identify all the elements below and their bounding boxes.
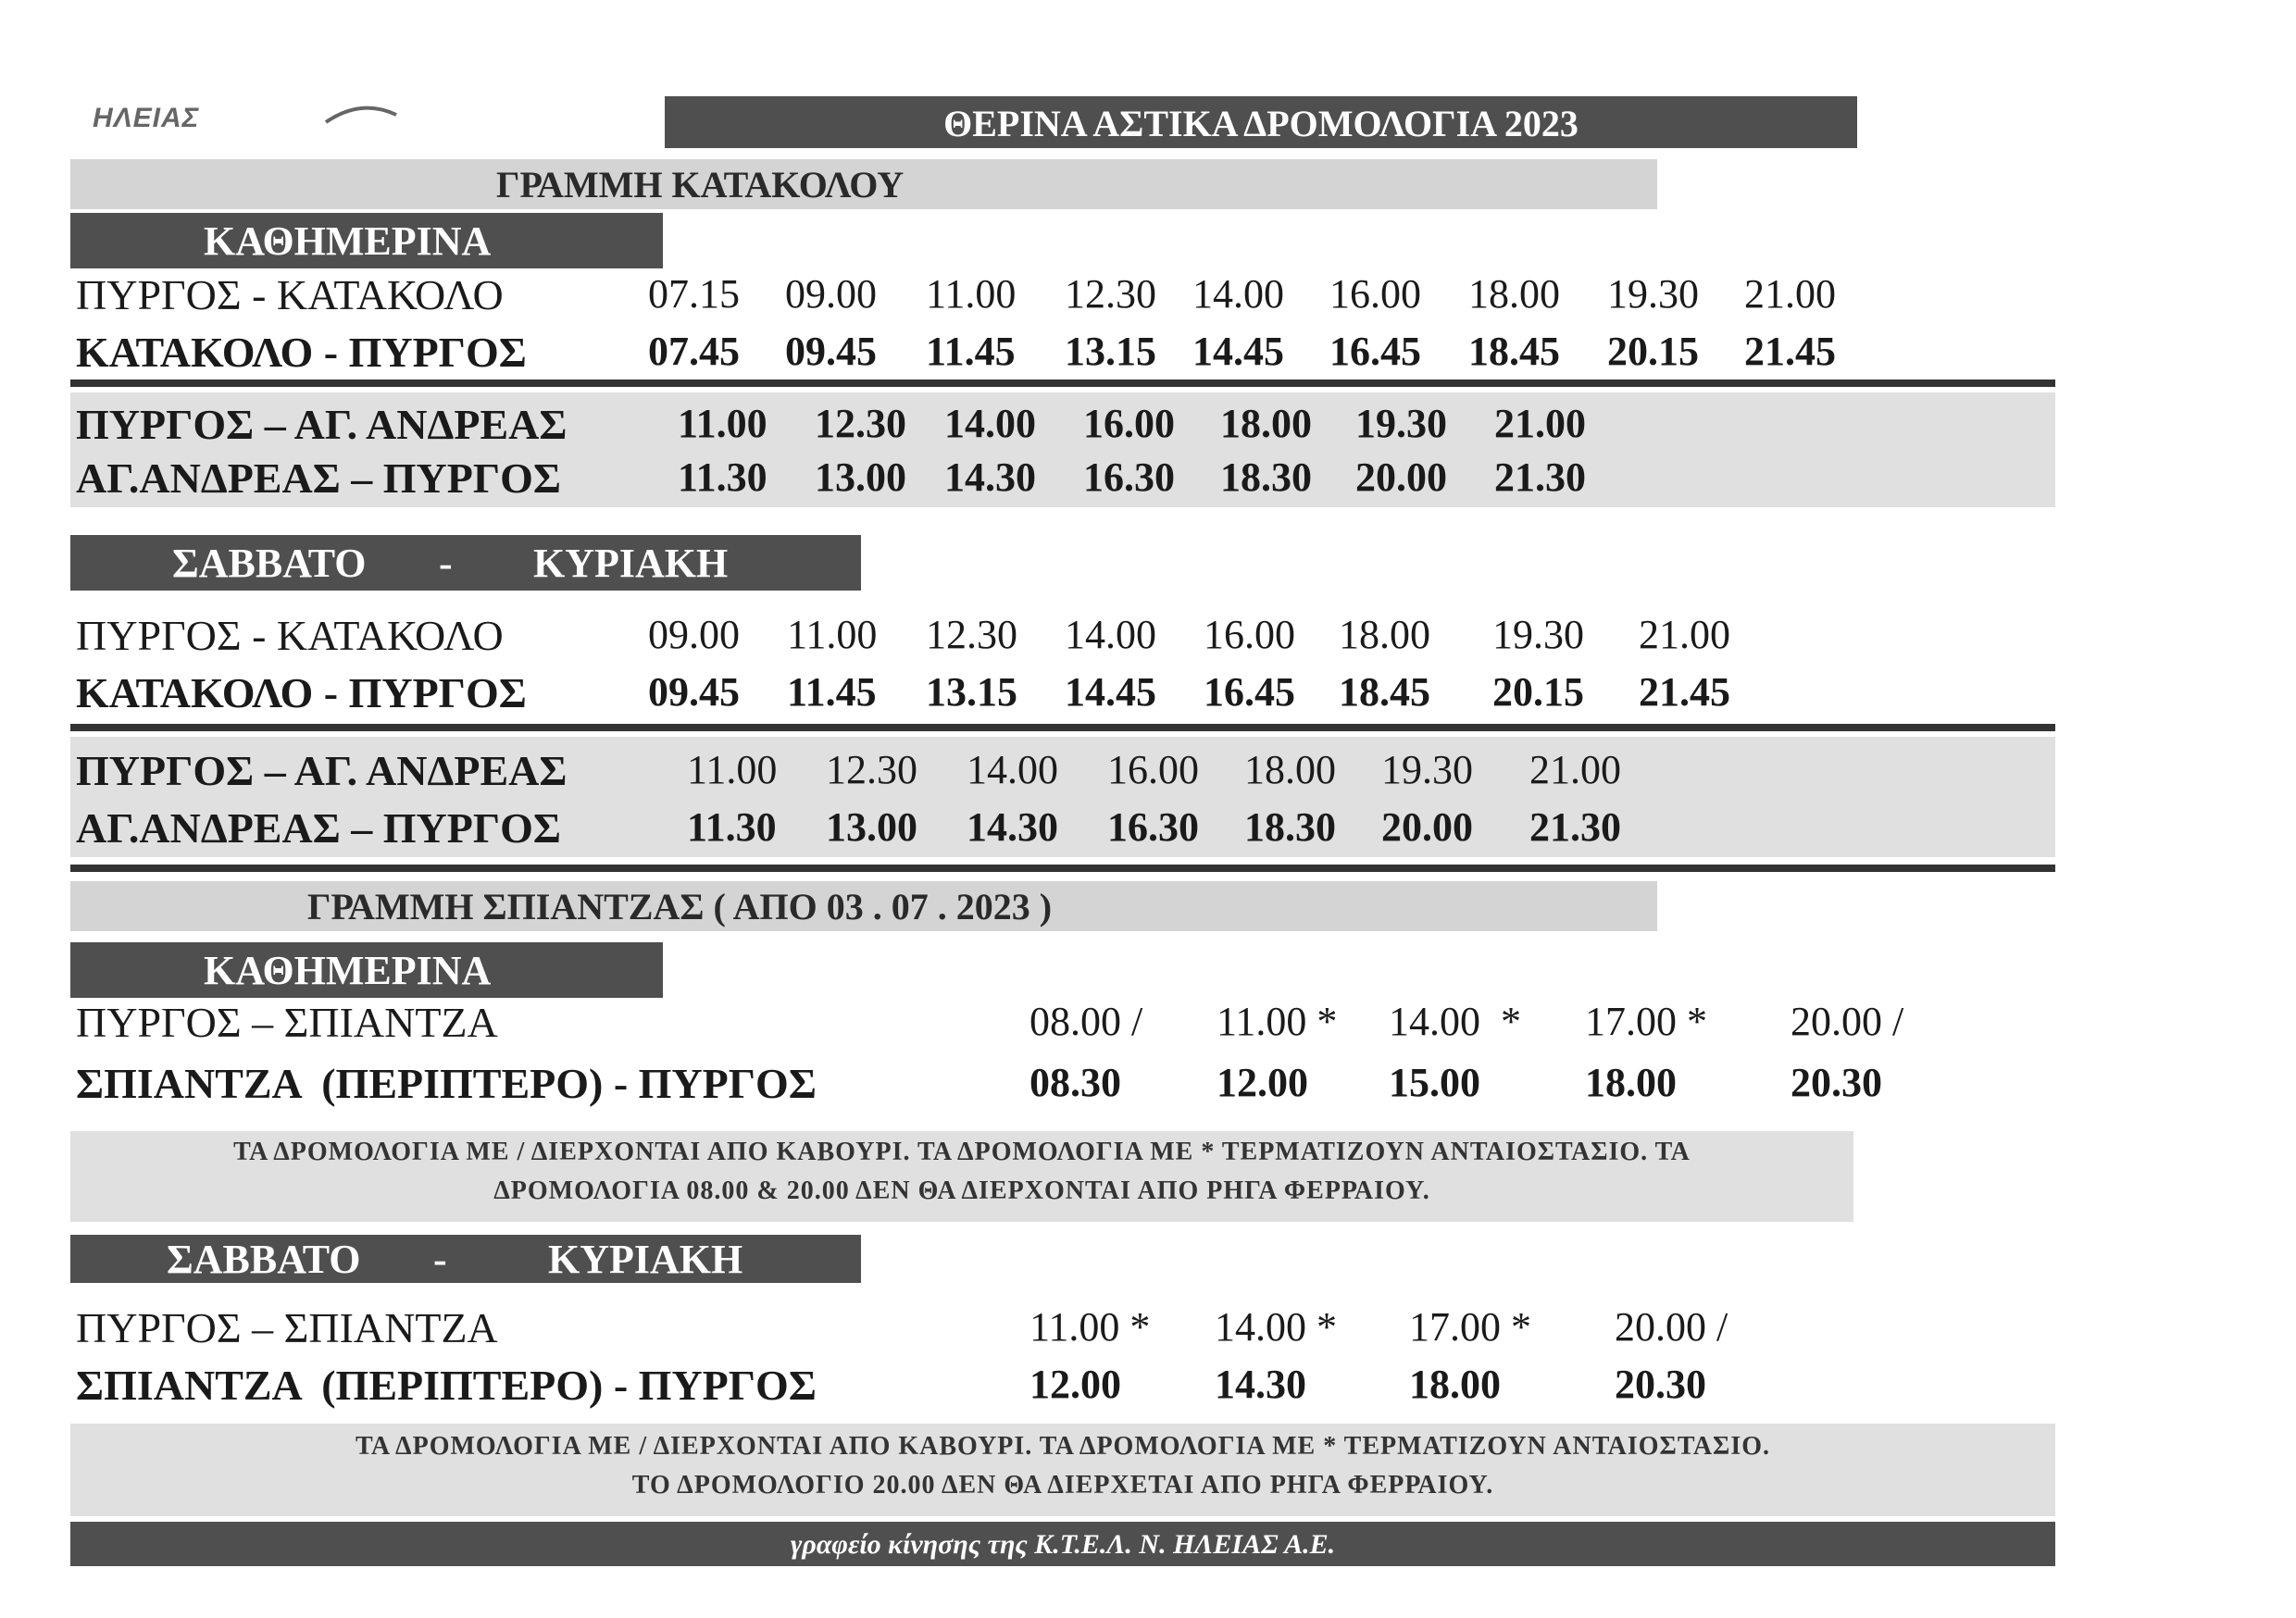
time-cell: 09.00 xyxy=(785,271,877,317)
time-cell: 21.30 xyxy=(1494,454,1586,500)
time-cell: 17.00 * xyxy=(1409,1304,1531,1350)
time-cell: 14.00 xyxy=(1065,612,1156,657)
andreas-weekend-back-row xyxy=(0,803,2037,859)
time-cell: 07.45 xyxy=(648,329,740,374)
time-cell: 20.00 / xyxy=(1791,999,1904,1044)
time-cell: 20.15 xyxy=(1607,329,1699,374)
time-cell: 11.30 xyxy=(678,454,767,500)
katakolo-weekday-out-row xyxy=(0,270,2037,326)
time-cell: 14.30 xyxy=(1215,1362,1306,1407)
katakolo-weekend-back-row xyxy=(0,668,2037,724)
time-cell: 11.30 xyxy=(687,804,777,850)
time-cell: 21.30 xyxy=(1529,804,1621,850)
time-cell: 18.00 xyxy=(1585,1060,1677,1105)
time-cell: 19.30 xyxy=(1492,612,1584,657)
time-cell: 20.30 xyxy=(1791,1060,1882,1105)
katakolo-line-title: ΓΡΑΜΜΗ ΚΑΤΑΚΟΛΟΥ xyxy=(496,164,905,205)
time-cell: 14.45 xyxy=(1192,329,1284,374)
time-cell: 16.00 xyxy=(1204,612,1295,657)
note-line: ΔΡΟΜΟΛΟΓΙΑ 08.00 & 20.00 ΔΕΝ ΘΑ ΔΙΕΡΧΟΝΤΑΙ ΑΠΟ ΡΗΓΑ ΦΕΡΡΑΙΟΥ. xyxy=(493,1176,1430,1205)
time-cell: 14.00 xyxy=(1192,271,1284,317)
andreas-weekday-out-row xyxy=(0,400,2037,455)
spiantza-weekday-out-row xyxy=(0,998,2037,1053)
time-cell: 13.00 xyxy=(815,454,906,500)
weekend-heading-saturday: ΣΑΒΒΑΤΟ xyxy=(167,1237,361,1282)
route-label: ΠΥΡΓΟΣ – ΑΓ. ΑΝΔΡΕΑΣ xyxy=(76,401,568,448)
katakolo-weekday-heading: ΚΑΘΗΜΕΡΙΝΑ xyxy=(204,218,492,264)
route-label: ΠΥΡΓΟΣ - ΚΑΤΑΚΟΛΟ xyxy=(76,612,504,659)
route-label: ΠΥΡΓΟΣ - ΚΑΤΑΚΟΛΟ xyxy=(76,271,504,318)
time-cell: 08.30 xyxy=(1029,1060,1121,1105)
spiantza-line-header xyxy=(70,881,1657,931)
time-cell: 16.30 xyxy=(1107,804,1199,850)
logo-swoosh-icon xyxy=(324,104,398,131)
weekend-heading-sunday: ΚΥΡΙΑΚΗ xyxy=(548,1237,743,1282)
weekend-heading-sunday: ΚΥΡΙΑΚΗ xyxy=(533,541,729,586)
time-cell: 18.45 xyxy=(1468,329,1560,374)
time-cell: 18.30 xyxy=(1244,804,1336,850)
time-cell: 14.00 xyxy=(944,401,1036,446)
route-label: ΚΑΤΑΚΟΛΟ - ΠΥΡΓΟΣ xyxy=(76,669,527,716)
spiantza-line-title: ΓΡΑΜΜΗ ΣΠΙΑΝΤΖΑΣ ( ΑΠΟ 03 . 07 . 2023 ) xyxy=(307,886,1053,927)
spiantza-weekday-back-row xyxy=(0,1059,2037,1114)
note-line: ΤΑ ΔΡΟΜΟΛΟΓΙΑ ΜΕ / ΔΙΕΡΧΟΝΤΑΙ ΑΠΟ ΚΑΒΟΥΡΙ. ΤΑ ΔΡΟΜΟΛΟΓΙΑ ΜΕ * ΤΕΡΜΑΤΙΖΟΥΝ ΑΝΤΑΙΟΣΤΑΣΙΟ. xyxy=(355,1432,1771,1461)
page-title: ΘΕΡΙΝΑ ΑΣΤΙΚΑ ΔΡΟΜΟΛΟΓΙΑ 2023 xyxy=(665,96,1857,148)
company-logo xyxy=(93,100,398,137)
time-cell: 19.30 xyxy=(1607,271,1699,317)
time-cell: 19.30 xyxy=(1381,747,1473,792)
weekend-heading-dash: - xyxy=(439,541,453,586)
time-cell: 20.30 xyxy=(1615,1362,1706,1407)
time-cell: 07.15 xyxy=(648,271,740,317)
time-cell: 09.45 xyxy=(785,329,877,374)
time-cell: 17.00 * xyxy=(1585,999,1707,1044)
route-label: ΣΠΙΑΝΤΖΑ (ΠΕΡΙΠΤΕΡΟ) - ΠΥΡΓΟΣ xyxy=(76,1060,817,1107)
time-cell: 21.00 xyxy=(1639,612,1730,657)
time-cell: 16.00 xyxy=(1083,401,1175,446)
time-cell: 18.00 xyxy=(1244,747,1336,792)
andreas-weekday-back-row xyxy=(0,454,2037,509)
spiantza-weekend-header xyxy=(70,1235,861,1283)
spiantza-weekend-back-row xyxy=(0,1361,2037,1416)
note-line: ΤΑ ΔΡΟΜΟΛΟΓΙΑ ΜΕ / ΔΙΕΡΧΟΝΤΑΙ ΑΠΟ ΚΑΒΟΥΡΙ. ΤΑ ΔΡΟΜΟΛΟΓΙΑ ΜΕ * ΤΕΡΜΑΤΙΖΟΥΝ ΑΝΤΑΙΟΣΤΑΣΙΟ. ΤΑ xyxy=(233,1138,1691,1166)
spiantza-weekday-header xyxy=(70,942,663,998)
weekend-heading-dash: - xyxy=(433,1237,447,1282)
time-cell: 16.30 xyxy=(1083,454,1175,500)
time-cell: 14.30 xyxy=(944,454,1036,500)
spiantza-weekend-out-row xyxy=(0,1303,2037,1359)
time-cell: 09.00 xyxy=(648,612,740,657)
divider xyxy=(70,724,2055,731)
time-cell: 21.00 xyxy=(1744,271,1836,317)
time-cell: 19.30 xyxy=(1355,401,1447,446)
katakolo-weekday-back-row xyxy=(0,328,2037,383)
time-cell: 18.00 xyxy=(1220,401,1312,446)
time-cell: 16.00 xyxy=(1107,747,1199,792)
time-cell: 11.00 xyxy=(787,612,878,657)
time-cell: 16.45 xyxy=(1204,669,1295,715)
time-cell: 11.45 xyxy=(787,669,877,715)
route-label: ΑΓ.ΑΝΔΡΕΑΣ – ΠΥΡΓΟΣ xyxy=(76,454,561,502)
footer: γραφείο κίνησης της Κ.Τ.Ε.Λ. Ν. ΗΛΕΙΑΣ Α.Ε. xyxy=(70,1522,2055,1566)
spiantza-weekday-heading: ΚΑΘΗΜΕΡΙΝΑ xyxy=(204,948,492,993)
time-cell: 18.00 xyxy=(1468,271,1560,317)
route-label: ΑΓ.ΑΝΔΡΕΑΣ – ΠΥΡΓΟΣ xyxy=(76,804,561,852)
divider xyxy=(70,380,2055,387)
time-cell: 13.00 xyxy=(826,804,917,850)
weekend-heading-saturday: ΣΑΒΒΑΤΟ xyxy=(172,541,367,586)
time-cell: 14.45 xyxy=(1065,669,1156,715)
route-label: ΠΥΡΓΟΣ – ΣΠΙΑΝΤΖΑ xyxy=(76,999,498,1046)
route-label: ΚΑΤΑΚΟΛΟ - ΠΥΡΓΟΣ xyxy=(76,329,527,376)
time-cell: 11.00 * xyxy=(1029,1304,1151,1350)
katakolo-line-header xyxy=(70,159,1657,209)
time-cell: 11.00 xyxy=(926,271,1017,317)
logo-text: ΗΛΕΙΑΣ xyxy=(93,103,200,133)
katakolo-weekend-out-row xyxy=(0,611,2037,666)
route-label: ΣΠΙΑΝΤΖΑ (ΠΕΡΙΠΤΕΡΟ) - ΠΥΡΓΟΣ xyxy=(76,1362,817,1409)
andreas-weekend-out-row xyxy=(0,746,2037,802)
time-cell: 21.45 xyxy=(1639,669,1730,715)
time-cell: 14.00 xyxy=(967,747,1058,792)
spiantza-weekend-note xyxy=(70,1424,2055,1516)
divider xyxy=(70,865,2055,872)
time-cell: 21.00 xyxy=(1529,747,1621,792)
time-cell: 20.00 xyxy=(1355,454,1447,500)
time-cell: 12.30 xyxy=(826,747,917,792)
time-cell: 13.15 xyxy=(926,669,1017,715)
time-cell: 14.30 xyxy=(967,804,1058,850)
time-cell: 12.00 xyxy=(1217,1060,1308,1105)
time-cell: 15.00 xyxy=(1389,1060,1480,1105)
time-cell: 20.00 / xyxy=(1615,1304,1728,1350)
route-label: ΠΥΡΓΟΣ – ΑΓ. ΑΝΔΡΕΑΣ xyxy=(76,747,568,794)
time-cell: 12.00 xyxy=(1029,1362,1121,1407)
time-cell: 16.45 xyxy=(1329,329,1421,374)
note-line: ΤΟ ΔΡΟΜΟΛΟΓΙΟ 20.00 ΔΕΝ ΘΑ ΔΙΕΡΧΕΤΑΙ ΑΠΟ ΡΗΓΑ ΦΕΡΡΑΙΟΥ. xyxy=(631,1471,1494,1500)
time-cell: 18.00 xyxy=(1339,612,1430,657)
time-cell: 11.00 * xyxy=(1217,999,1338,1044)
time-cell: 14.00 * xyxy=(1389,999,1521,1044)
time-cell: 20.15 xyxy=(1492,669,1584,715)
time-cell: 16.00 xyxy=(1329,271,1421,317)
katakolo-weekend-header xyxy=(70,535,861,591)
time-cell: 11.45 xyxy=(926,329,1016,374)
time-cell: 21.45 xyxy=(1744,329,1836,374)
time-cell: 18.00 xyxy=(1409,1362,1501,1407)
route-label: ΠΥΡΓΟΣ – ΣΠΙΑΝΤΖΑ xyxy=(76,1304,498,1351)
time-cell: 14.00 * xyxy=(1215,1304,1337,1350)
time-cell: 12.30 xyxy=(926,612,1017,657)
time-cell: 08.00 / xyxy=(1029,999,1143,1044)
time-cell: 13.15 xyxy=(1065,329,1156,374)
time-cell: 09.45 xyxy=(648,669,740,715)
time-cell: 12.30 xyxy=(1065,271,1156,317)
time-cell: 18.45 xyxy=(1339,669,1430,715)
time-cell: 21.00 xyxy=(1494,401,1586,446)
spiantza-weekday-note xyxy=(70,1131,1853,1222)
time-cell: 12.30 xyxy=(815,401,906,446)
katakolo-weekday-header xyxy=(70,213,663,268)
time-cell: 11.00 xyxy=(687,747,778,792)
time-cell: 11.00 xyxy=(678,401,767,446)
time-cell: 20.00 xyxy=(1381,804,1473,850)
time-cell: 18.30 xyxy=(1220,454,1312,500)
